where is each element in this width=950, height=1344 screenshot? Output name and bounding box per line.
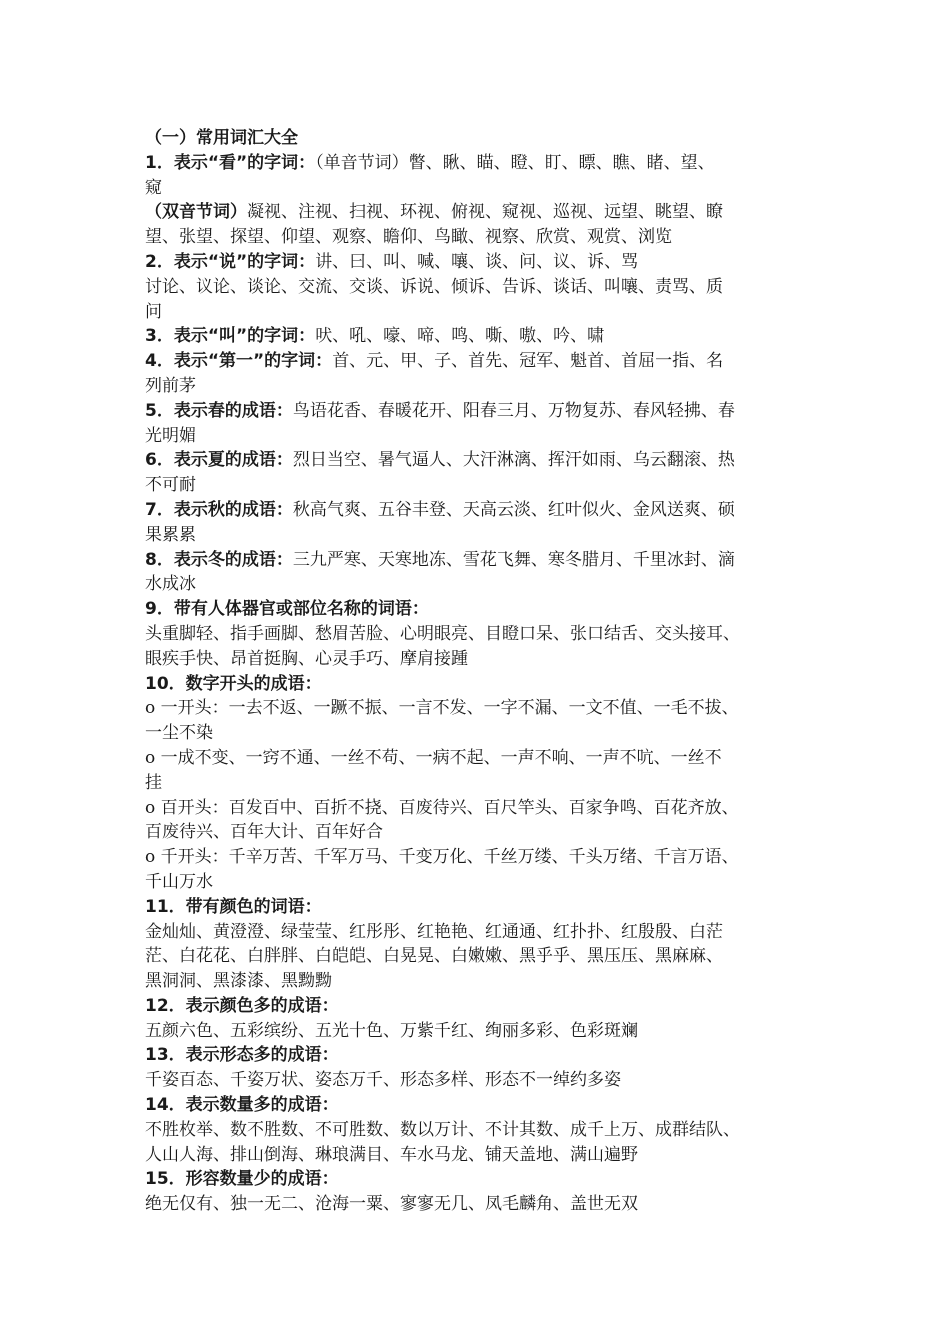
text-line bbox=[145, 176, 825, 201]
line-text: 望、张望、探望、仰望、观察、瞻仰、鸟瞰、视察、欣赏、观赏、浏览 bbox=[145, 227, 672, 248]
text-line bbox=[145, 473, 825, 498]
text-line bbox=[145, 771, 825, 796]
text-line bbox=[145, 1019, 825, 1044]
line-text: 三九严寒、天寒地冻、雪花飞舞、寒冬腊月、千里冰封、滴 bbox=[292, 549, 735, 570]
line-text: 五颜六色、五彩缤纷、五光十色、万紫千红、绚丽多彩、色彩斑斓 bbox=[145, 1020, 638, 1041]
line-heading: 9．带有人体器官或部位名称的词语： bbox=[145, 599, 429, 620]
line-text: 窥 bbox=[145, 177, 162, 198]
line-text: 绝无仅有、独一无二、沧海一粟、寥寥无几、凤毛麟角、盖世无双 bbox=[145, 1194, 638, 1215]
line-text: 问 bbox=[145, 301, 162, 322]
text-line bbox=[145, 870, 825, 895]
text-line bbox=[145, 523, 825, 548]
text-line bbox=[145, 647, 825, 672]
line-heading: 15．形容数量少的成语： bbox=[145, 1169, 339, 1190]
line-text: 光明媚 bbox=[145, 425, 196, 446]
line-text: 果累累 bbox=[145, 524, 196, 545]
line-heading: 10．数字开头的成语： bbox=[145, 673, 322, 694]
text-line bbox=[145, 820, 825, 845]
line-heading: 5．表示春的成语： bbox=[145, 400, 293, 421]
text-line bbox=[145, 721, 825, 746]
line-heading: 8．表示冬的成语： bbox=[145, 549, 293, 570]
line-text: 茫、白花花、白胖胖、白皑皑、白晃晃、白嫩嫩、黑乎乎、黑压压、黑麻麻、 bbox=[145, 946, 723, 967]
text-line bbox=[145, 944, 825, 969]
line-text: 头重脚轻、指手画脚、愁眉苦脸、心明眼亮、目瞪口呆、张口结舌、交头接耳、 bbox=[145, 623, 740, 644]
line-text: 烈日当空、暑气逼人、大汗淋漓、挥汗如雨、乌云翻滚、热 bbox=[292, 450, 735, 471]
line-heading: 2．表示“说”的字词： bbox=[145, 251, 316, 272]
text-line bbox=[145, 1118, 825, 1143]
line-text: 眼疾手快、昂首挺胸、心灵手巧、摩肩接踵 bbox=[145, 648, 468, 669]
line-text: 讨论、议论、谈论、交流、交谈、诉说、倾诉、告诉、谈话、叫嚷、责骂、质 bbox=[145, 276, 723, 297]
text-line bbox=[145, 622, 825, 647]
text-line bbox=[145, 399, 825, 424]
text-line bbox=[145, 448, 825, 473]
line-text: 金灿灿、黄澄澄、绿莹莹、红彤彤、红艳艳、红通通、红扑扑、红殷殷、白茫 bbox=[145, 921, 723, 942]
text-line bbox=[145, 200, 825, 225]
line-text: 百废待兴、百年大计、百年好合 bbox=[145, 822, 383, 843]
line-text: o 一开头：一去不返、一蹶不振、一言不发、一字不漏、一文不值、一毛不拔、 bbox=[145, 698, 739, 719]
line-text: 挂 bbox=[145, 772, 162, 793]
line-text: 首、元、甲、子、首先、冠军、魁首、首屈一指、名 bbox=[332, 351, 724, 372]
text-line bbox=[145, 250, 825, 275]
text-line bbox=[145, 1093, 825, 1118]
line-heading: （一）常用词汇大全 bbox=[145, 128, 298, 148]
text-line bbox=[145, 994, 825, 1019]
text-line bbox=[145, 548, 825, 573]
line-text: o 百开头：百发百中、百折不挠、百废待兴、百尺竿头、百家争鸣、百花齐放、 bbox=[145, 797, 739, 818]
line-heading: 12．表示颜色多的成语： bbox=[145, 995, 339, 1016]
text-line bbox=[145, 424, 825, 449]
text-line bbox=[145, 300, 825, 325]
line-heading: 3．表示“叫”的字词： bbox=[145, 326, 316, 347]
line-text: 列前茅 bbox=[145, 375, 196, 396]
document-body bbox=[145, 126, 825, 1217]
text-line bbox=[145, 225, 825, 250]
line-text: 千姿百态、千姿万状、姿态万千、形态多样、形态不一绰约多姿 bbox=[145, 1070, 621, 1091]
text-line bbox=[145, 597, 825, 622]
text-line bbox=[145, 349, 825, 374]
text-line bbox=[145, 845, 825, 870]
text-line bbox=[145, 696, 825, 721]
text-line bbox=[145, 275, 825, 300]
line-heading: 4．表示“第一”的字词： bbox=[145, 351, 333, 372]
line-text: （单音节词）瞥、瞅、瞄、瞪、盯、瞟、瞧、睹、望、 bbox=[315, 152, 715, 173]
text-line bbox=[145, 1143, 825, 1168]
text-line bbox=[145, 1167, 825, 1192]
line-heading: 7．表示秋的成语： bbox=[145, 499, 293, 520]
line-text: 一尘不染 bbox=[145, 723, 213, 744]
text-line bbox=[145, 969, 825, 994]
line-text: 不胜枚举、数不胜数、不可胜数、数以万计、不计其数、成千上万、成群结队、 bbox=[145, 1119, 740, 1140]
line-heading: （双音节词） bbox=[145, 202, 247, 223]
text-line bbox=[145, 374, 825, 399]
line-heading: 6．表示夏的成语： bbox=[145, 450, 293, 471]
line-text: 水成冰 bbox=[145, 574, 196, 595]
line-text: 秋高气爽、五谷丰登、天高云淡、红叶似火、金风送爽、硕 bbox=[292, 499, 735, 520]
line-text: 不可耐 bbox=[145, 475, 196, 496]
text-line bbox=[145, 672, 825, 697]
line-text: 黑洞洞、黑漆漆、黑黝黝 bbox=[145, 971, 332, 992]
line-text: 鸟语花香、春暖花开、阳春三月、万物复苏、春风轻拂、春 bbox=[292, 400, 735, 421]
text-line bbox=[145, 920, 825, 945]
line-text: 讲、曰、叫、喊、嚷、谈、问、议、诉、骂 bbox=[315, 251, 639, 272]
line-text: 人山人海、排山倒海、琳琅满目、车水马龙、铺天盖地、满山遍野 bbox=[145, 1144, 638, 1165]
text-line bbox=[145, 151, 825, 176]
line-heading: 13．表示形态多的成语： bbox=[145, 1045, 339, 1066]
text-line bbox=[145, 796, 825, 821]
line-heading: 14．表示数量多的成语： bbox=[145, 1095, 339, 1116]
text-line bbox=[145, 126, 825, 151]
text-line bbox=[145, 895, 825, 920]
line-text: 凝视、注视、扫视、环视、俯视、窥视、巡视、远望、眺望、瞭 bbox=[247, 202, 723, 223]
text-line bbox=[145, 746, 825, 771]
text-line bbox=[145, 324, 825, 349]
line-text: o 一成不变、一窍不通、一丝不苟、一病不起、一声不响、一声不吭、一丝不 bbox=[145, 747, 722, 768]
line-text: o 千开头：千辛万苦、千军万马、千变万化、千丝万缕、千头万绪、千言万语、 bbox=[145, 847, 739, 868]
text-line bbox=[145, 572, 825, 597]
line-heading: 11．带有颜色的词语： bbox=[145, 896, 322, 917]
line-heading: 1．表示“看”的字词： bbox=[145, 152, 316, 173]
text-line bbox=[145, 1068, 825, 1093]
text-line bbox=[145, 498, 825, 523]
line-text: 吠、吼、嚎、啼、鸣、嘶、嗷、吟、啸 bbox=[315, 326, 605, 347]
line-text: 千山万水 bbox=[145, 871, 213, 892]
text-line bbox=[145, 1192, 825, 1217]
text-line bbox=[145, 1043, 825, 1068]
